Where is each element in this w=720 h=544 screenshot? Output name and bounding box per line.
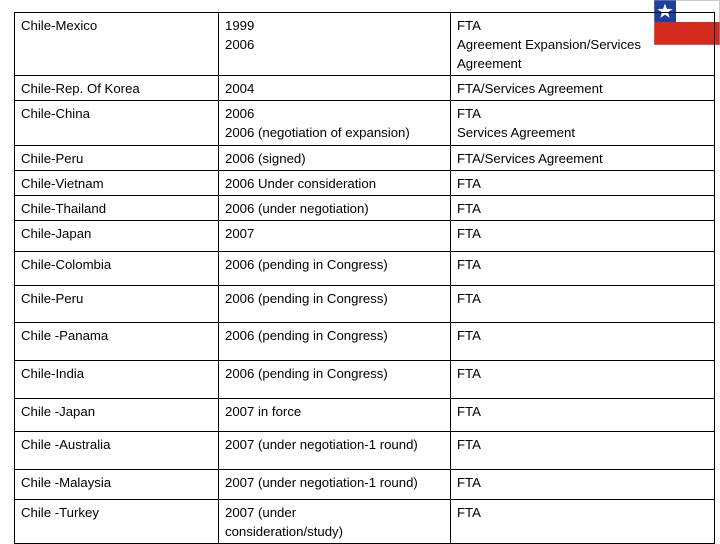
agreement-type-cell: [451, 196, 715, 221]
agreement-type-cell: [451, 500, 715, 544]
year-status-cell: [219, 196, 451, 221]
agreement-type-cell: [451, 221, 715, 252]
agreement-type-cell: [451, 13, 715, 76]
agreement-type-text: FTA: [457, 366, 481, 381]
partner-cell: [15, 286, 219, 323]
partner-cell: [15, 323, 219, 361]
year-status-text: 2007 in force: [225, 404, 302, 419]
partner-cell: [15, 500, 219, 544]
agreement-type-text: FTA: [457, 106, 481, 121]
year-status-text: 2007 (under negotiation-1 round): [225, 475, 418, 490]
agreement-type-text: FTA/Services Agreement: [457, 81, 603, 96]
year-status-text: 2006 (negotiation of expansion): [225, 125, 410, 140]
agreement-type-text: Agreement: [457, 56, 522, 71]
agreement-type-cell: [451, 76, 715, 101]
table-row: [15, 323, 715, 361]
year-status-text: 2006 (under negotiation): [225, 201, 369, 216]
year-status-cell: [219, 470, 451, 500]
year-status-text: 2006: [225, 37, 255, 52]
agreement-type-text: FTA: [457, 505, 481, 520]
partner-cell: [15, 196, 219, 221]
partner-text: Chile-Colombia: [21, 257, 112, 272]
agreement-type-cell: [451, 470, 715, 500]
partner-text: Chile-Peru: [21, 291, 84, 306]
partner-cell: [15, 432, 219, 470]
partner-text: Chile-Thailand: [21, 201, 107, 216]
table-row: [15, 286, 715, 323]
table-row: [15, 470, 715, 500]
table-row: [15, 146, 715, 171]
year-status-cell: [219, 13, 451, 76]
year-status-cell: [219, 146, 451, 171]
year-status-cell: [219, 432, 451, 470]
year-status-cell: [219, 323, 451, 361]
agreement-type-cell: [451, 171, 715, 196]
table-row: [15, 432, 715, 470]
partner-text: Chile -Australia: [21, 437, 111, 452]
partner-cell: [15, 171, 219, 196]
partner-text: Chile -Malaysia: [21, 475, 112, 490]
agreement-type-cell: [451, 399, 715, 432]
partner-cell: [15, 361, 219, 399]
agreement-type-text: FTA/Services Agreement: [457, 151, 603, 166]
agreement-type-cell: [451, 101, 715, 146]
year-status-cell: [219, 361, 451, 399]
table-row: [15, 101, 715, 146]
agreement-type-cell: [451, 432, 715, 470]
year-status-text: 2006 (pending in Congress): [225, 257, 388, 272]
agreement-type-text: FTA: [457, 437, 481, 452]
table-body: [15, 13, 715, 544]
agreement-type-text: FTA: [457, 176, 481, 191]
year-status-text: 2007: [225, 226, 255, 241]
table-row: [15, 13, 715, 76]
table-row: [15, 399, 715, 432]
agreement-type-text: Agreement Expansion/Services: [457, 37, 641, 52]
year-status-text: 2006 (pending in Congress): [225, 366, 388, 381]
year-status-text: consideration/study): [225, 524, 344, 539]
agreement-type-cell: [451, 323, 715, 361]
partner-cell: [15, 470, 219, 500]
partner-cell: [15, 13, 219, 76]
year-status-cell: [219, 500, 451, 544]
year-status-text: 2006: [225, 106, 255, 121]
agreement-type-text: FTA: [457, 328, 481, 343]
year-status-text: 2007 (under: [225, 505, 297, 520]
year-status-cell: [219, 286, 451, 323]
year-status-text: 1999: [225, 18, 255, 33]
agreement-type-text: FTA: [457, 257, 481, 272]
partner-cell: [15, 399, 219, 432]
agreement-type-text: FTA: [457, 18, 481, 33]
year-status-text: 2006 (signed): [225, 151, 306, 166]
partner-cell: [15, 101, 219, 146]
agreement-type-cell: [451, 361, 715, 399]
partner-text: Chile-Peru: [21, 151, 84, 166]
partner-text: Chile -Japan: [21, 404, 96, 419]
partner-text: Chile -Turkey: [21, 505, 99, 520]
partner-text: Chile-Mexico: [21, 18, 98, 33]
table-row: [15, 500, 715, 544]
table-row: [15, 76, 715, 101]
year-status-cell: [219, 399, 451, 432]
agreement-type-cell: [451, 286, 715, 323]
table-row: [15, 196, 715, 221]
year-status-text: 2004: [225, 81, 255, 96]
agreement-type-text: Services Agreement: [457, 125, 576, 140]
table-row: [15, 252, 715, 286]
trade-agreements-table: [14, 12, 715, 544]
partner-text: Chile-China: [21, 106, 90, 121]
table-row: [15, 171, 715, 196]
agreement-type-cell: [451, 146, 715, 171]
year-status-text: 2006 (pending in Congress): [225, 328, 388, 343]
partner-cell: [15, 146, 219, 171]
year-status-text: 2007 (under negotiation-1 round): [225, 437, 418, 452]
agreement-type-text: FTA: [457, 226, 481, 241]
partner-text: Chile -Panama: [21, 328, 109, 343]
partner-cell: [15, 76, 219, 101]
year-status-cell: [219, 101, 451, 146]
year-status-cell: [219, 171, 451, 196]
year-status-cell: [219, 76, 451, 101]
partner-text: Chile-Rep. Of Korea: [21, 81, 140, 96]
partner-cell: [15, 221, 219, 252]
agreement-type-cell: [451, 252, 715, 286]
partner-text: Chile-Japan: [21, 226, 92, 241]
agreement-type-text: FTA: [457, 475, 481, 490]
agreement-type-text: FTA: [457, 404, 481, 419]
year-status-text: 2006 Under consideration: [225, 176, 377, 191]
partner-text: Chile-India: [21, 366, 85, 381]
year-status-cell: [219, 252, 451, 286]
table-row: [15, 361, 715, 399]
agreement-type-text: FTA: [457, 291, 481, 306]
partner-text: Chile-Vietnam: [21, 176, 104, 191]
partner-cell: [15, 252, 219, 286]
agreement-type-text: FTA: [457, 201, 481, 216]
year-status-cell: [219, 221, 451, 252]
year-status-text: 2006 (pending in Congress): [225, 291, 388, 306]
table-row: [15, 221, 715, 252]
